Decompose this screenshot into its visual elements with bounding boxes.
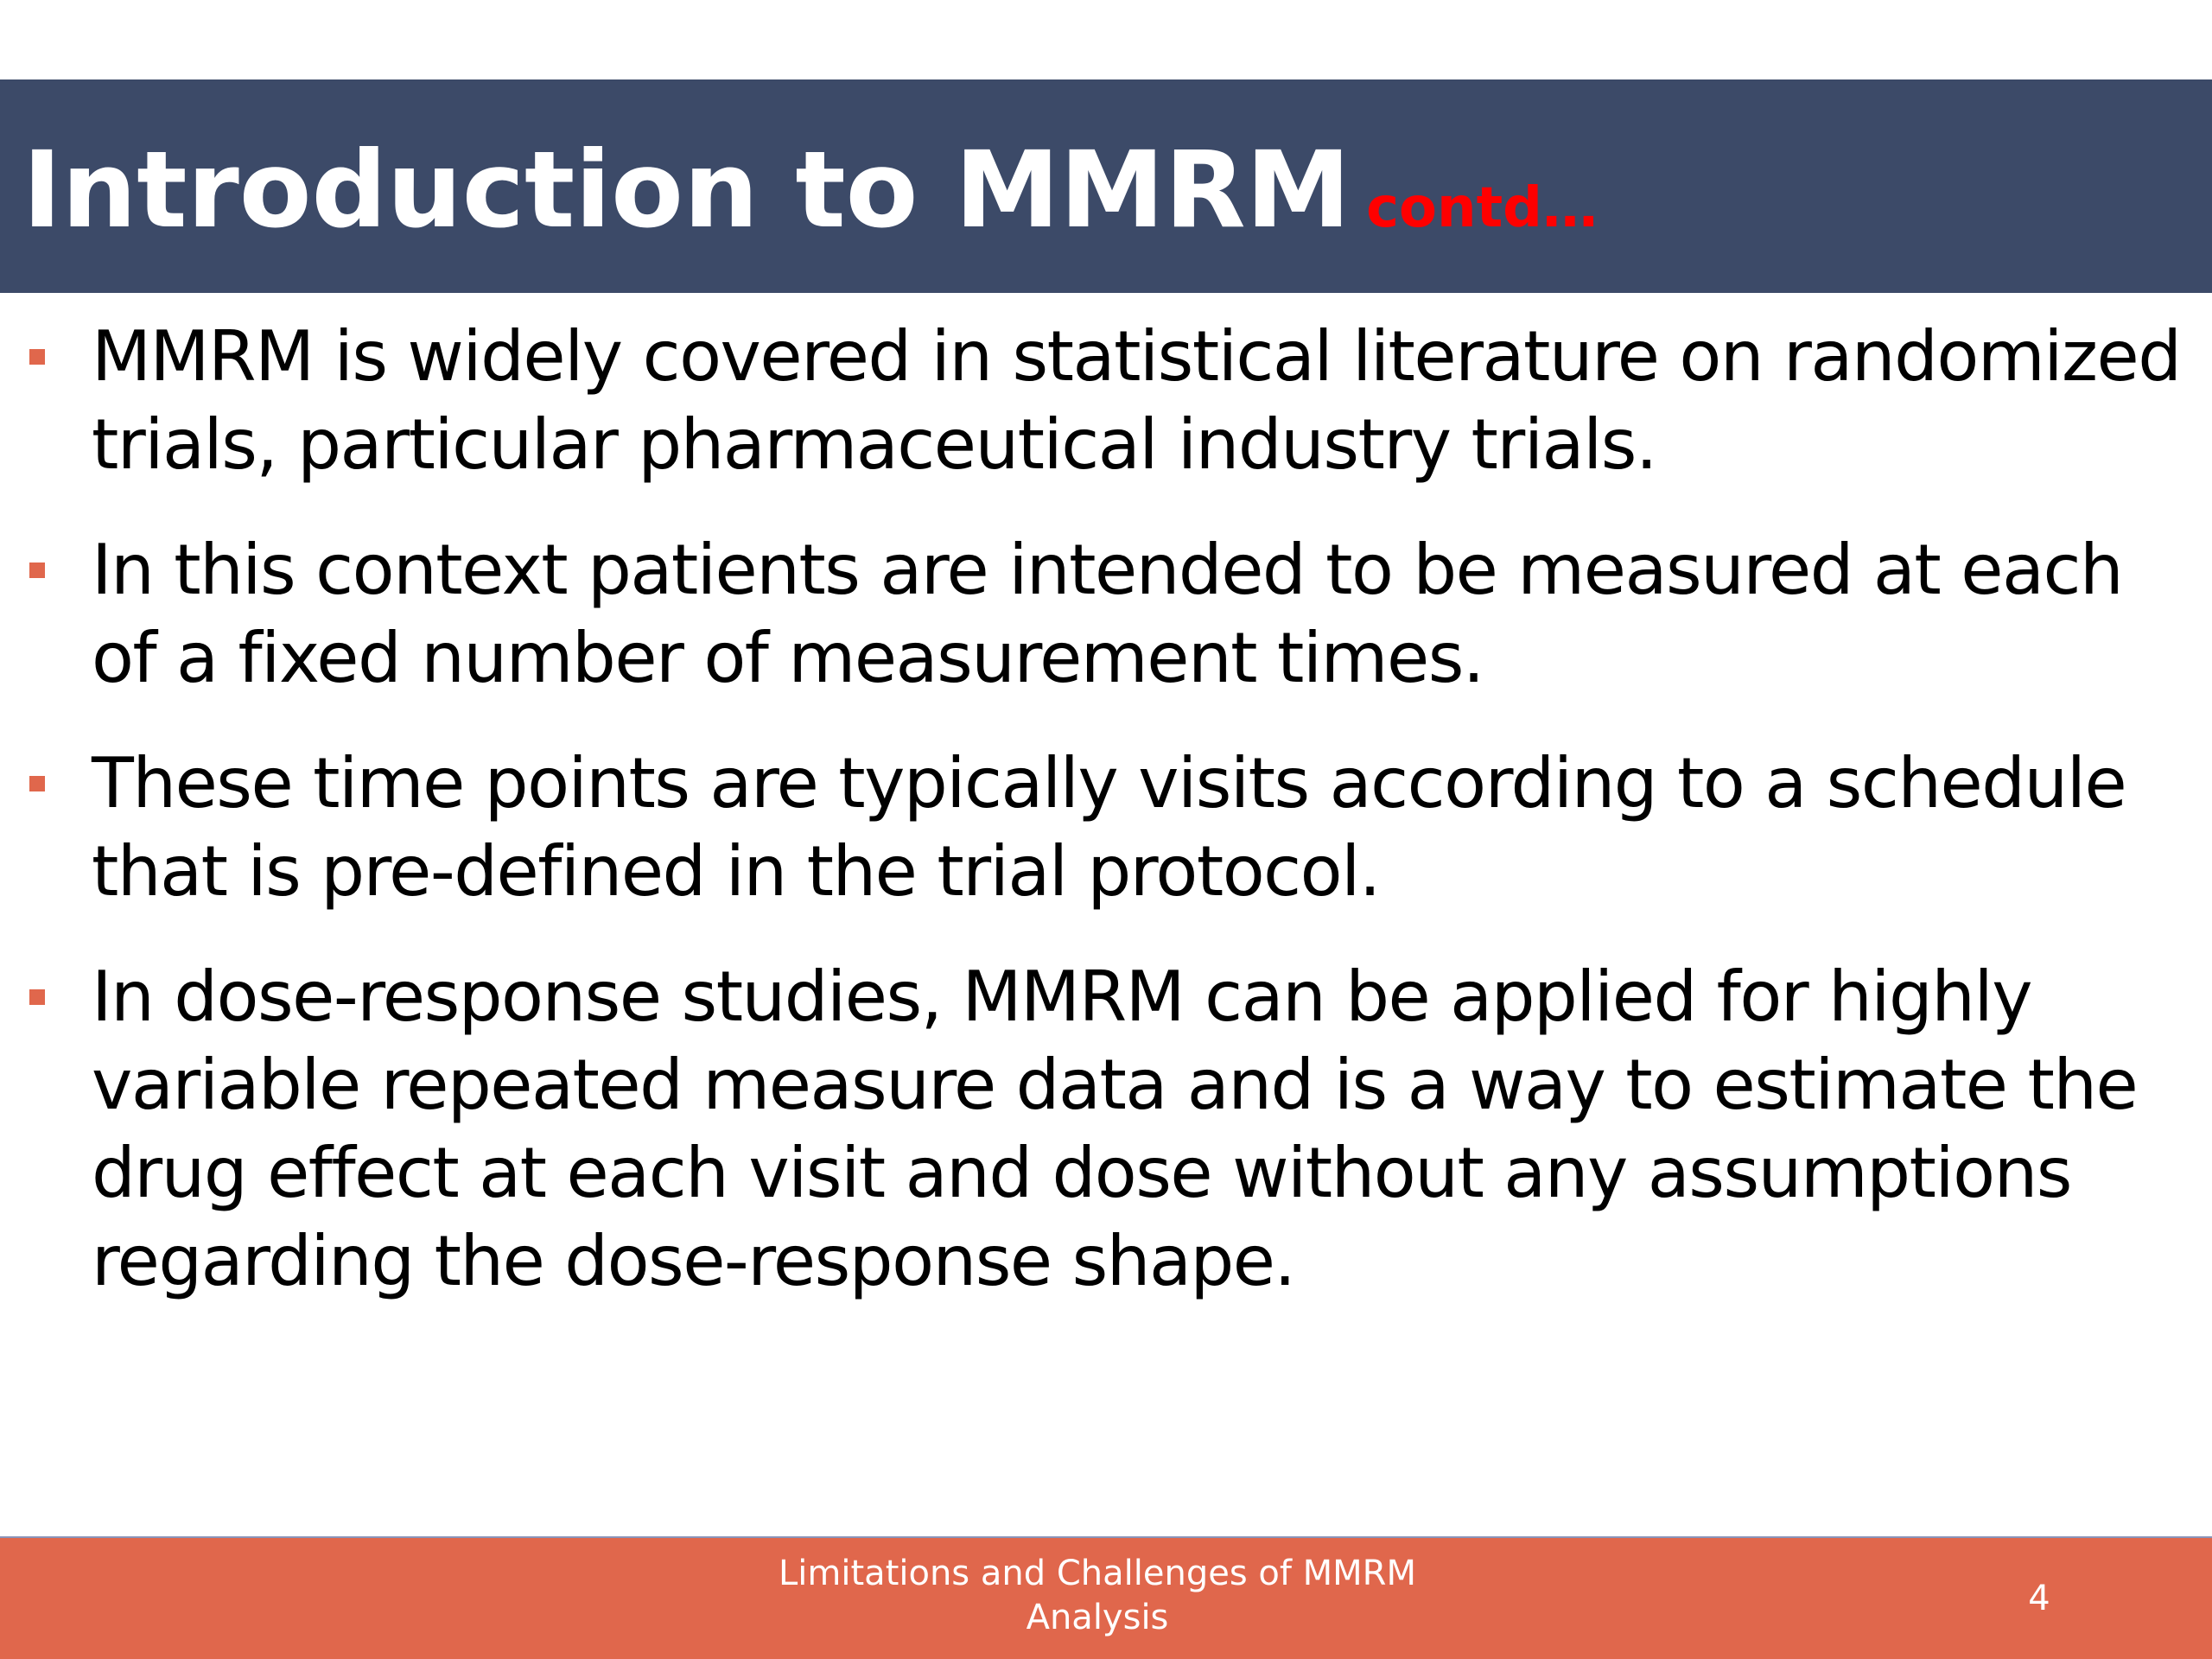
bullet-item — [24, 313, 2184, 489]
slide-title-text: Introduction to MMRM — [22, 129, 1351, 251]
bullet-text: These time points are typically visits according to a schedule that is pre-defined in the trial protocol. — [92, 743, 2126, 912]
square-bullet-icon — [29, 989, 45, 1005]
slide-title-suffix: contd… — [1366, 176, 1598, 240]
slide-title — [22, 121, 1598, 277]
square-bullet-icon — [29, 349, 45, 365]
bullet-list — [24, 313, 2184, 1343]
bullet-text: MMRM is widely covered in statistical literature on randomized trials, particular pharmaceutical industry trials. — [92, 316, 2181, 485]
square-bullet-icon — [29, 776, 45, 791]
bullet-text: In this context patients are intended to be measured at each of a fixed number of measurement times. — [92, 530, 2123, 698]
page-number: 4 — [2028, 1579, 2050, 1618]
bullet-text: In dose-response studies, MMRM can be applied for highly variable repeated measure data and is a way to estimate the drug effect at each visit and dose without any assumptions regarding the dose-response shape. — [92, 957, 2138, 1301]
bullet-item — [24, 740, 2184, 916]
bullet-item — [24, 953, 2184, 1306]
bullet-item — [24, 526, 2184, 702]
square-bullet-icon — [29, 563, 45, 578]
footer-title: Limitations and Challenges of MMRM Analysis — [779, 1554, 1416, 1637]
